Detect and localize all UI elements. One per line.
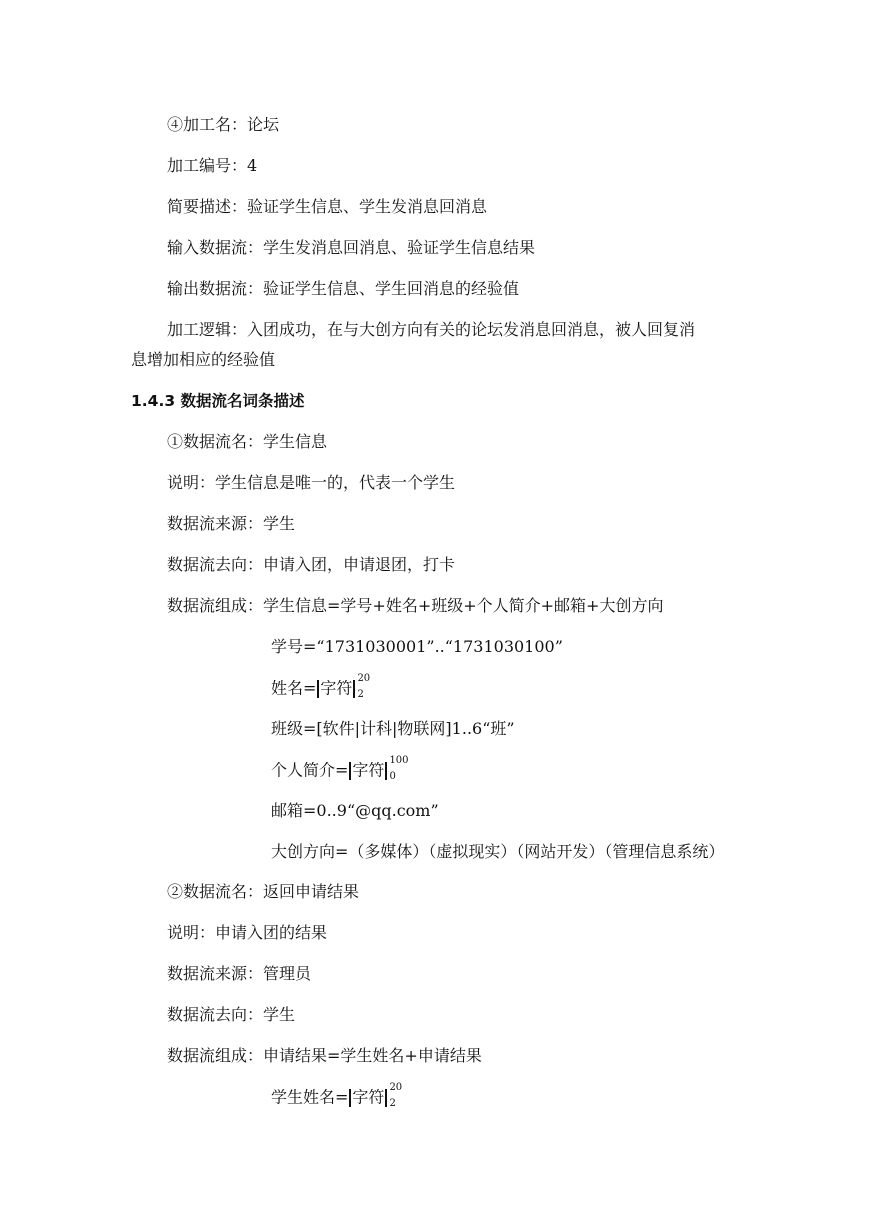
flow1-desc-line: 说明：学生信息是唯一的，代表一个学生 bbox=[167, 473, 456, 492]
name-lower-limit: 2 bbox=[357, 689, 364, 700]
sname-upper-limit: 20 bbox=[389, 1082, 403, 1093]
section-heading: 1.4.3 数据流名词条描述 bbox=[131, 392, 305, 410]
process-logic-line-1: 加工逻辑：入团成功，在与大创方向有关的论坛发消息回消息，被人回复消 bbox=[167, 320, 696, 339]
flow2-desc-line: 说明：申请入团的结果 bbox=[167, 923, 328, 942]
flow1-composition-line: 数据流组成：学生信息=学号+姓名+班级+个人简介+邮箱+大创方向 bbox=[167, 596, 664, 615]
flow2-dest-line: 数据流去向：学生 bbox=[167, 1005, 296, 1024]
intro-upper-limit: 100 bbox=[389, 755, 409, 766]
sname-char-label: 字符 bbox=[352, 1087, 385, 1107]
flow1-class-def: 班级=[软件|计科|物联网]1..6“班” bbox=[271, 719, 515, 738]
process-desc-line: 简要描述：验证学生信息、学生发消息回消息 bbox=[167, 197, 488, 216]
intro-def-label: 个人简介= bbox=[271, 760, 349, 780]
name-limits bbox=[357, 673, 373, 700]
name-def-label: 姓名= bbox=[271, 678, 317, 698]
bar-right bbox=[385, 1089, 387, 1107]
sname-def-label: 学生姓名= bbox=[271, 1087, 349, 1107]
flow1-student-id-def: 学号=“1731030001”..“1731030100” bbox=[271, 637, 563, 656]
intro-char-label: 字符 bbox=[352, 760, 385, 780]
name-char-label: 字符 bbox=[320, 678, 353, 698]
flow1-source-line: 数据流来源：学生 bbox=[167, 514, 296, 533]
flow2-composition-line: 数据流组成：申请结果=学生姓名+申请结果 bbox=[167, 1046, 482, 1065]
name-upper-limit: 20 bbox=[357, 673, 371, 684]
intro-limits bbox=[389, 755, 411, 782]
process-id-line: 加工编号：4 bbox=[167, 156, 258, 175]
flow2-name-line: ②数据流名：返回申请结果 bbox=[167, 882, 360, 901]
flow2-student-name-def bbox=[271, 1082, 405, 1109]
process-name-line: ④加工名：论坛 bbox=[167, 115, 280, 134]
intro-lower-limit: 0 bbox=[389, 771, 396, 782]
flow1-direction-def: 大创方向=（多媒体）（虚拟现实）（网站开发）（管理信息系统） bbox=[271, 842, 725, 861]
flow1-intro-def bbox=[271, 755, 411, 782]
process-logic-line-2: 息增加相应的经验值 bbox=[131, 350, 276, 369]
flow1-email-def: 邮箱=0..9“@qq.com” bbox=[271, 801, 439, 820]
flow1-name-line: ①数据流名：学生信息 bbox=[167, 432, 328, 451]
bar-right bbox=[385, 762, 387, 780]
process-output-line: 输出数据流：验证学生信息、学生回消息的经验值 bbox=[167, 279, 520, 298]
sname-limits bbox=[389, 1082, 405, 1109]
flow1-name-def bbox=[271, 673, 373, 700]
sname-lower-limit: 2 bbox=[389, 1098, 396, 1109]
bar-right bbox=[353, 680, 355, 698]
flow1-dest-line: 数据流去向：申请入团，申请退团，打卡 bbox=[167, 555, 456, 574]
process-input-line: 输入数据流：学生发消息回消息、验证学生信息结果 bbox=[167, 238, 536, 257]
flow2-source-line: 数据流来源：管理员 bbox=[167, 964, 312, 983]
